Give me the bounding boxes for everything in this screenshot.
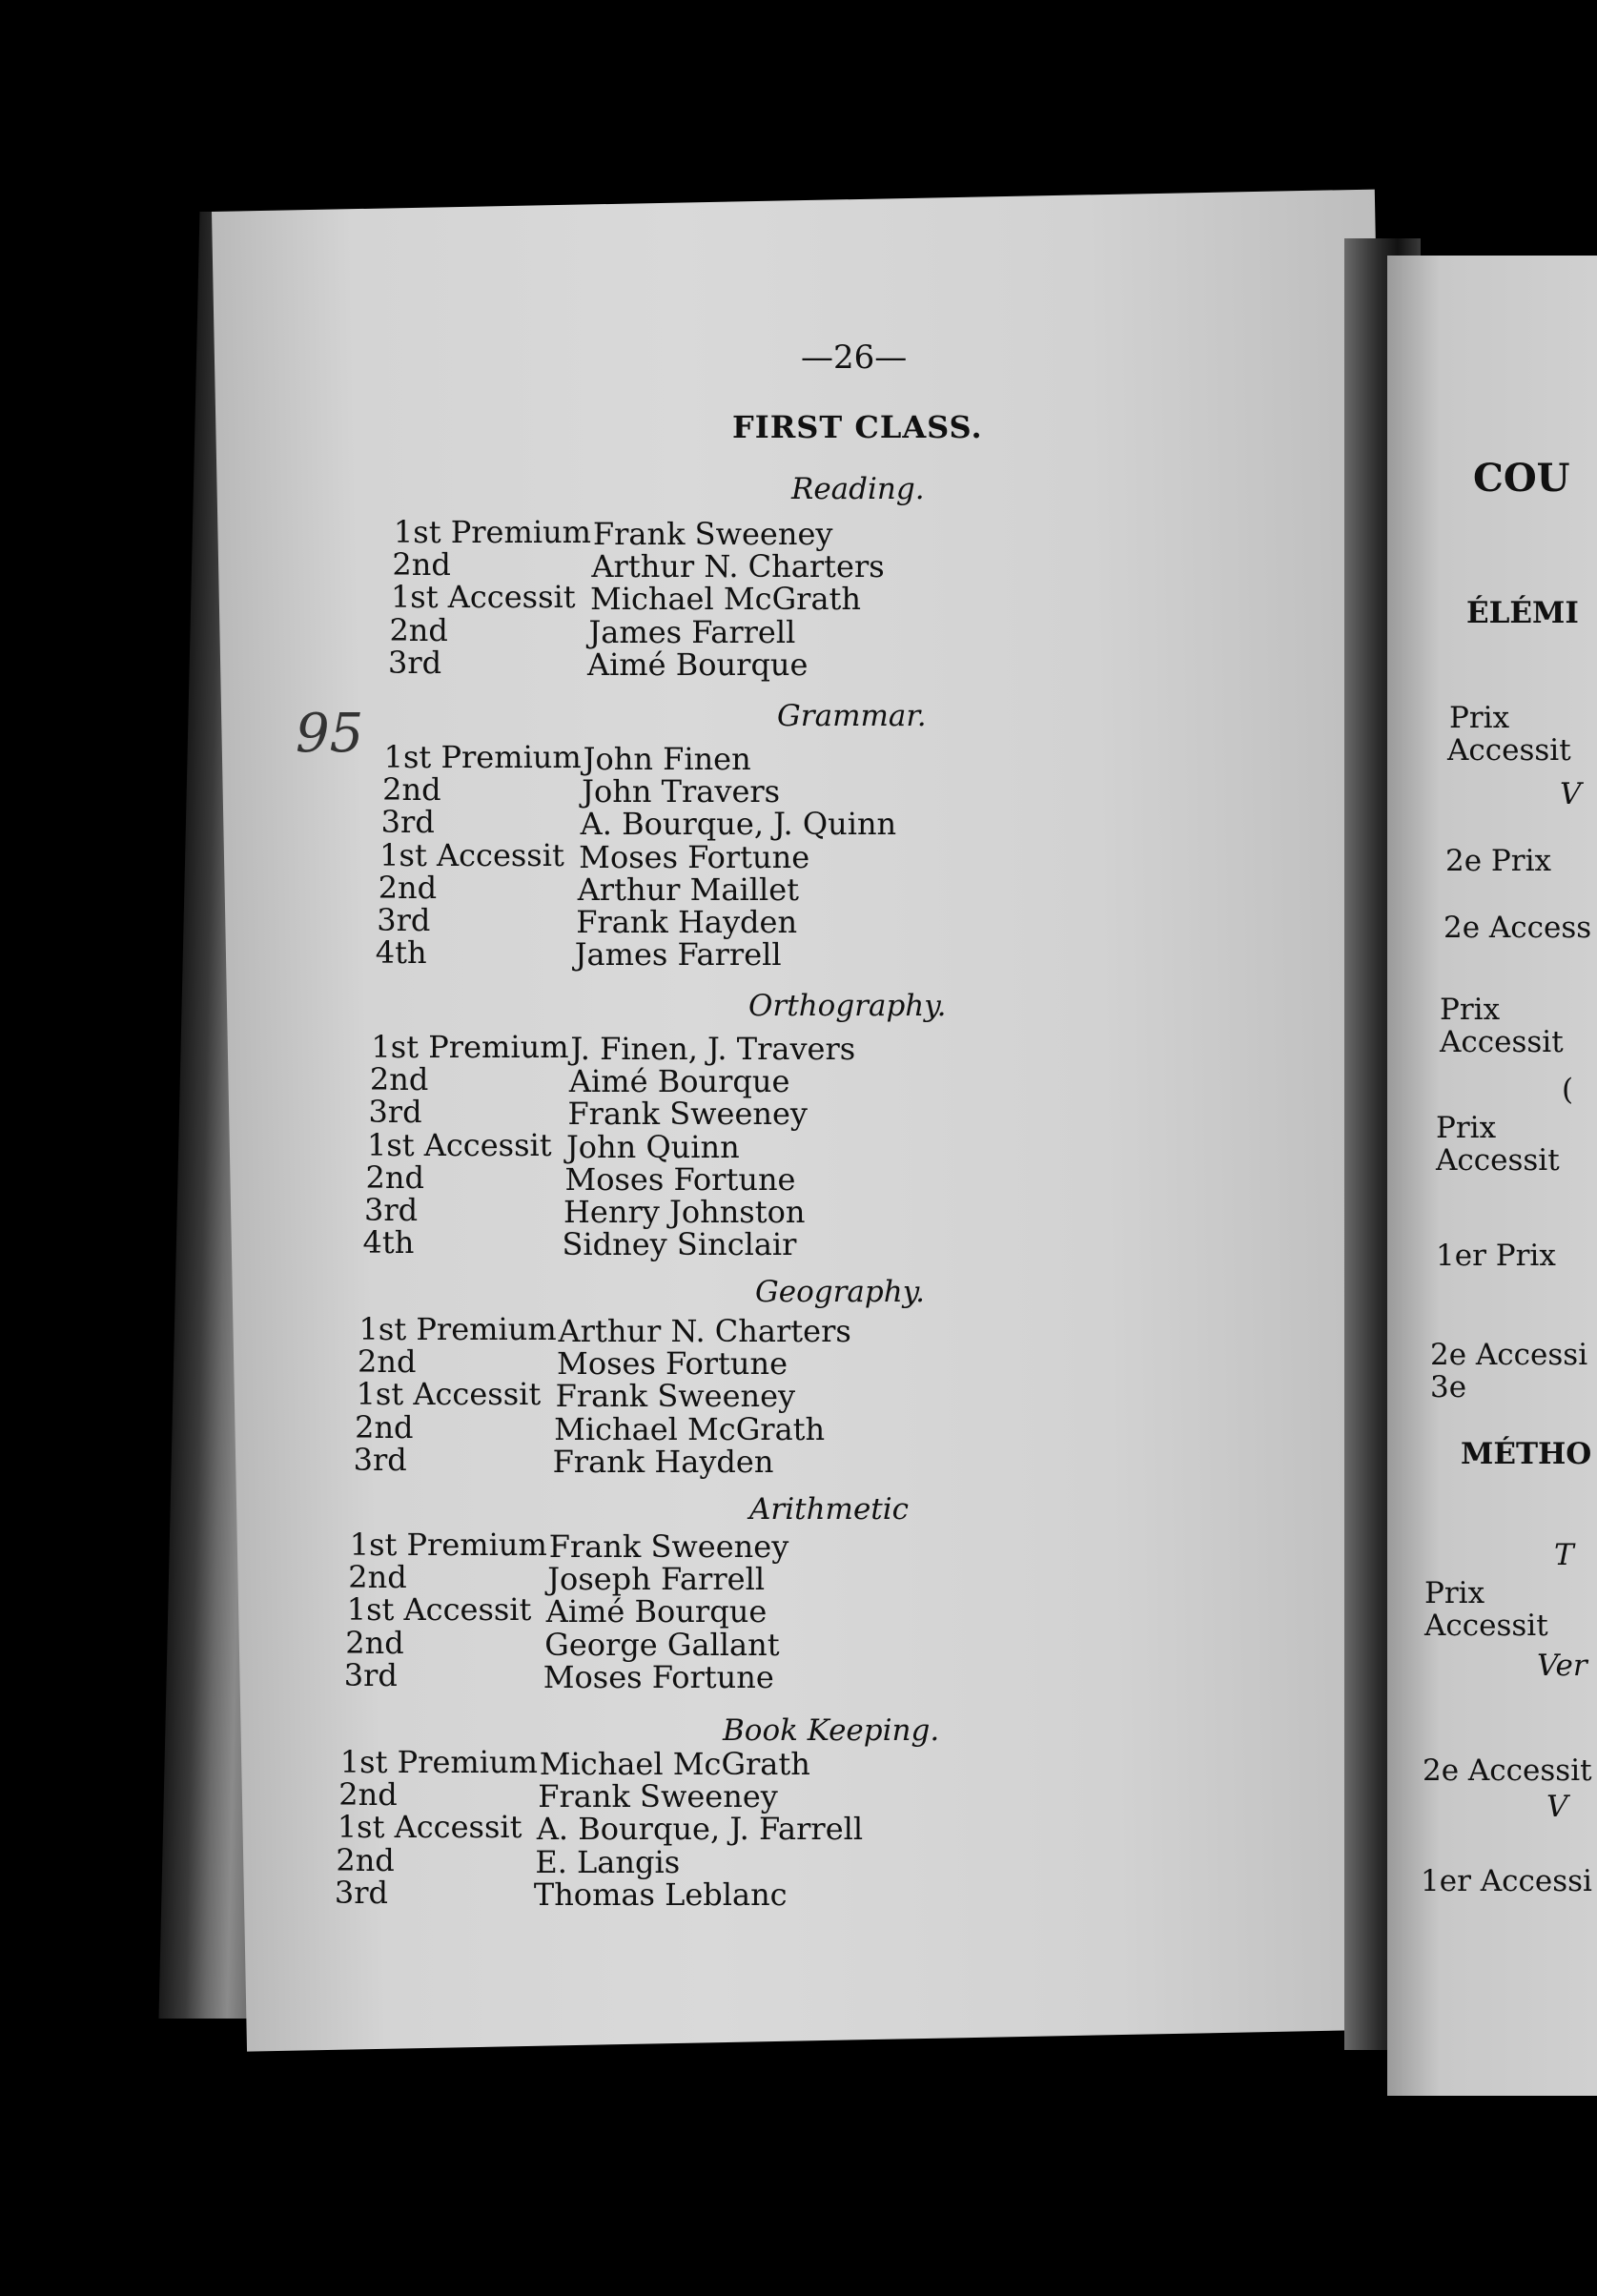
student-name: A. Bourque, J. Quinn	[580, 806, 897, 843]
prize-rank: 3rd	[343, 1656, 398, 1693]
student-name: Aimé Bourque	[568, 1063, 790, 1100]
facing-page-text: 1er Accessi	[1421, 1864, 1592, 1898]
student-name: Moses Fortune	[543, 1658, 774, 1695]
prize-rank: 2nd	[365, 1158, 424, 1196]
student-name: George Gallant	[544, 1626, 780, 1663]
student-name: Joseph Farrell	[547, 1561, 766, 1598]
subject-title: Book Keeping.	[723, 1713, 940, 1748]
student-name: Frank Sweeney	[567, 1096, 808, 1133]
facing-page-text: 3e	[1430, 1370, 1467, 1404]
facing-page-text: Prix	[1440, 993, 1501, 1027]
page-number: —26—	[801, 338, 908, 377]
student-name: Michael McGrath	[554, 1410, 826, 1447]
student-name: Frank Sweeney	[555, 1378, 796, 1415]
student-name: Thomas Leblanc	[533, 1876, 788, 1913]
prize-rank: 3rd	[368, 1094, 422, 1131]
prize-rank: 2nd	[389, 611, 448, 648]
student-name: Henry Johnston	[563, 1194, 806, 1230]
facing-page-text: ÉLÉMI	[1466, 596, 1579, 630]
facing-page-text: V	[1560, 777, 1582, 811]
prize-rank: 2nd	[392, 546, 451, 584]
prize-rank: 2nd	[336, 1841, 395, 1878]
prize-rank: 1st Accessit	[356, 1376, 542, 1413]
prize-rank: 1st Premium	[358, 1311, 557, 1347]
facing-page-text: Accessit	[1436, 1143, 1560, 1178]
prize-rank: 2nd	[345, 1624, 404, 1661]
student-name: Sidney Sinclair	[562, 1226, 797, 1263]
student-name: Aimé Bourque	[586, 646, 809, 683]
prize-rank: 3rd	[334, 1874, 388, 1911]
student-name: Michael McGrath	[539, 1746, 810, 1782]
prize-rank: 2nd	[355, 1408, 414, 1445]
facing-page-text: Accessit	[1447, 733, 1571, 768]
student-name: Frank Hayden	[552, 1443, 774, 1480]
student-name: John Finen	[583, 741, 751, 777]
facing-page-text: MÉTHO	[1461, 1437, 1592, 1471]
facing-page-text: 2e Accessit	[1423, 1753, 1592, 1788]
facing-page-text: 2e Accessi	[1430, 1338, 1588, 1372]
prize-rank: 1st Premium	[371, 1029, 569, 1065]
student-name: John Travers	[582, 773, 781, 810]
prize-rank: 2nd	[378, 869, 438, 906]
student-name: E. Langis	[535, 1843, 681, 1880]
prize-rank: 3rd	[377, 902, 431, 938]
prize-rank: 2nd	[382, 771, 441, 809]
prize-rank: 1st Accessit	[390, 579, 576, 616]
student-name: John Quinn	[565, 1128, 740, 1165]
prize-rank: 4th	[375, 934, 427, 972]
facing-page-text: Prix	[1436, 1111, 1497, 1145]
prize-rank: 3rd	[353, 1441, 407, 1478]
handwritten-note: 95	[296, 703, 364, 765]
student-name: James Farrell	[574, 936, 782, 974]
student-name: Arthur Maillet	[577, 871, 799, 908]
prize-rank: 1st Premium	[349, 1527, 547, 1563]
facing-page-text: T	[1554, 1538, 1574, 1572]
page-heading: FIRST CLASS.	[732, 409, 983, 445]
prize-rank: 1st Premium	[383, 739, 582, 775]
student-name: Moses Fortune	[564, 1160, 796, 1198]
facing-page-text: Accessit	[1424, 1609, 1548, 1643]
prize-rank: 2nd	[369, 1061, 429, 1098]
student-name: Moses Fortune	[579, 838, 810, 875]
student-name: A. Bourque, J. Farrell	[536, 1811, 864, 1848]
student-name: Frank Sweeney	[592, 516, 833, 552]
prize-rank: 3rd	[380, 804, 435, 841]
prize-rank: 1st Accessit	[337, 1809, 522, 1846]
facing-page-text: Ver	[1537, 1649, 1587, 1683]
prize-rank: 1st Premium	[339, 1744, 538, 1780]
student-name: Frank Sweeney	[548, 1528, 789, 1565]
student-name: Aimé Bourque	[545, 1593, 768, 1630]
facing-page-text: V	[1546, 1790, 1568, 1824]
prize-rank: 2nd	[338, 1776, 398, 1814]
prize-rank: 2nd	[348, 1559, 407, 1596]
prize-rank: 3rd	[363, 1192, 419, 1228]
subject-title: Geography.	[755, 1275, 925, 1309]
student-name: Frank Sweeney	[538, 1778, 778, 1815]
prize-rank: 3rd	[387, 644, 442, 681]
facing-page-text: 1er Prix	[1436, 1239, 1556, 1273]
student-name: James Farrell	[588, 613, 796, 650]
student-name: Frank Hayden	[576, 904, 798, 940]
facing-page-text: Prix	[1424, 1576, 1485, 1610]
facing-page-text: 2e Prix	[1445, 844, 1551, 878]
prize-rank: 1st Accessit	[366, 1126, 552, 1163]
facing-page-text: Prix	[1449, 701, 1510, 735]
facing-page-text: 2e Access	[1443, 911, 1592, 945]
subject-title: Arithmetic	[749, 1492, 910, 1527]
student-name: Moses Fortune	[557, 1345, 788, 1383]
facing-page-text: Accessit	[1440, 1025, 1564, 1059]
facing-page-text: COU	[1473, 456, 1570, 501]
prize-rank: 2nd	[358, 1343, 417, 1381]
facing-page-text: (	[1562, 1073, 1574, 1107]
student-name: Michael McGrath	[589, 581, 861, 618]
prize-rank: 4th	[362, 1224, 415, 1261]
prize-rank: 1st Premium	[393, 514, 592, 550]
prize-rank: 1st Accessit	[379, 836, 564, 873]
subject-title: Grammar.	[777, 699, 927, 733]
student-name: J. Finen, J. Travers	[570, 1031, 856, 1067]
subject-title: Reading.	[791, 472, 925, 506]
student-name: Arthur N. Charters	[558, 1313, 851, 1349]
subject-title: Orthography.	[748, 989, 947, 1023]
prize-rank: 1st Accessit	[346, 1591, 532, 1629]
student-name: Arthur N. Charters	[591, 548, 885, 585]
